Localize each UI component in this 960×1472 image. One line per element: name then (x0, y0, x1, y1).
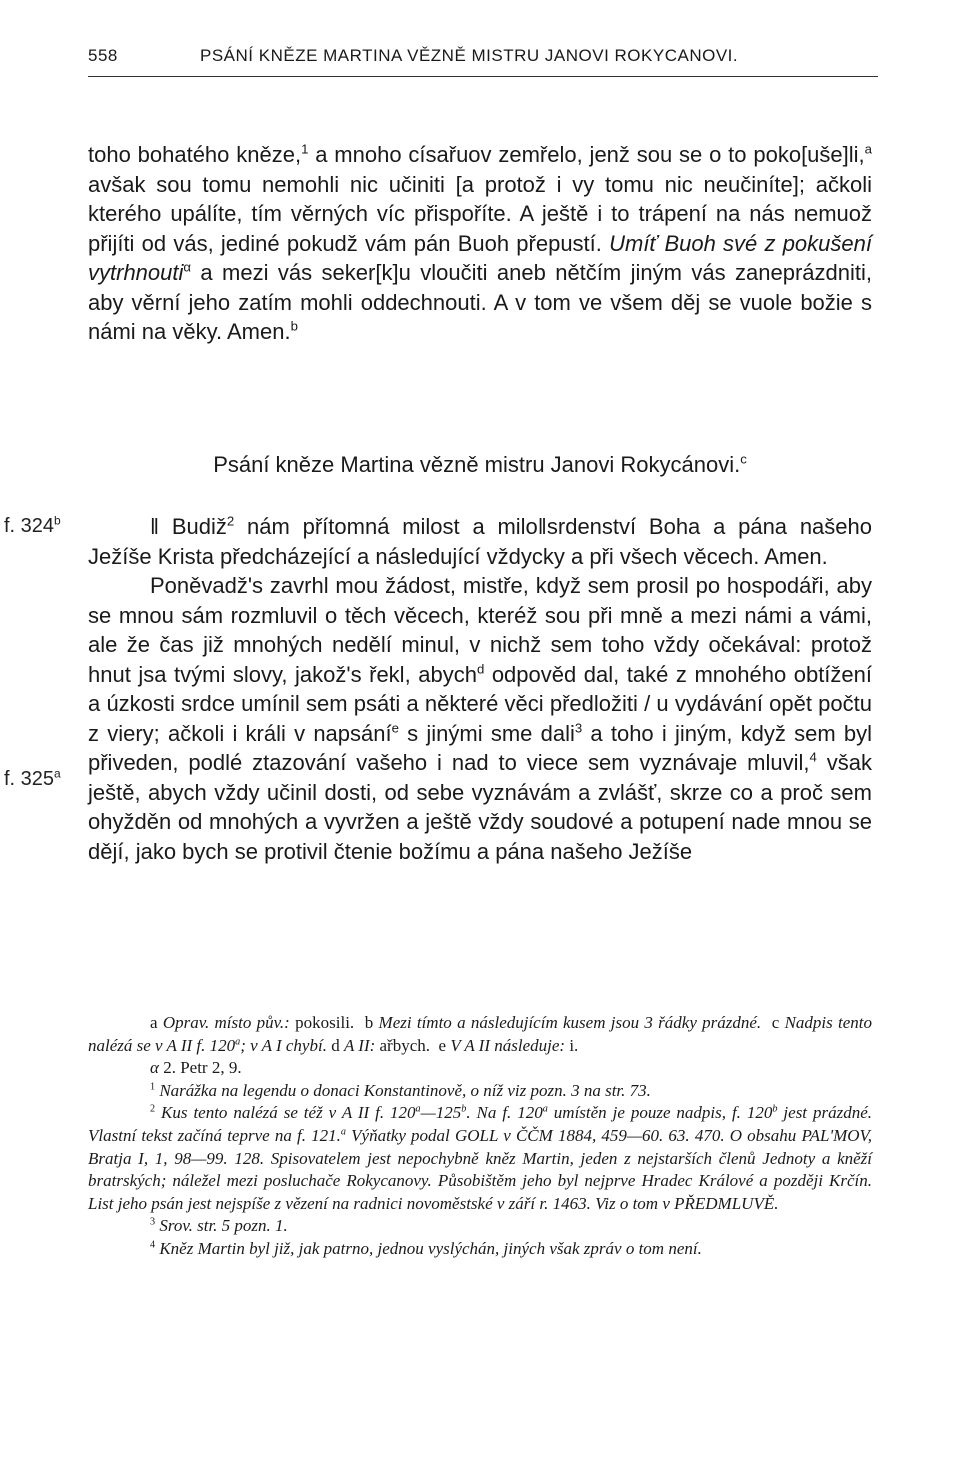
footnote-mark: d (331, 1035, 340, 1055)
footnote-label: Oprav. místo pův.: (162, 1013, 290, 1032)
footnote-ref: a (864, 141, 872, 157)
section-title (88, 452, 872, 478)
letter-paragraph (88, 571, 872, 866)
footnote-mark: α (150, 1058, 159, 1078)
text-run: však ještě, abych vždy učinil dosti, od sebe vyznávám a zvlášť, skrze co a proč sem ohyžděn od mnohých a vyvržen a ještě vždy soudové a potupení nade mnou se dějí, jako bych se protivil čtenie božímu a pána našeho Ježíše (88, 750, 872, 864)
footnote-1 (88, 1080, 872, 1103)
footnote-label: V A II následuje: (450, 1035, 566, 1055)
italic-quote: Umíť Buoh své z pokušení vytrhnouti (88, 230, 872, 285)
footnote-label: A II: (343, 1035, 376, 1055)
text-run: a mnoho císařuov zemřelo, jenž sou se o to poko[uše]li, (308, 142, 865, 167)
footnote-text: pokosili. (289, 1013, 355, 1032)
letter-paragraph (88, 512, 872, 571)
footnote-sup: a (235, 1035, 241, 1047)
margin-note-folio (4, 515, 61, 538)
critical-apparatus (88, 1012, 872, 1057)
text-run: ‖ Budiž (150, 514, 227, 539)
footnote-mark: a (150, 1013, 158, 1032)
text-run: jest prázdné. Vlastní tekst začíná teprve na f. 121. (88, 1103, 873, 1145)
footnote-ref: d (476, 661, 485, 677)
text-run: . Na f. 120 (466, 1103, 543, 1123)
section-title-text: Psání kněze Martina vězně mistru Janovi Rokycánovi. (213, 452, 741, 477)
footnote-ref: b (290, 318, 298, 334)
text-run: avšak sou tomu nemohli nic učiniti [a protož i vy tomu nic neučiníte]; ačkoli kterého upálíte, tím věrných víc přispoříte. A ještě i to trápení na nás nemuož přijíti od vás, jediné pokudž vám pán Buoh přepustí. (88, 171, 872, 256)
footnote-4 (88, 1238, 872, 1261)
footnote-text: ařbych. (375, 1035, 431, 1055)
footnote-ref: 4 (809, 749, 817, 765)
footnote-ref: e (391, 720, 399, 736)
footnotes (88, 1012, 872, 1261)
footnote-sup: b (461, 1103, 467, 1115)
folio-sup: b (54, 513, 61, 528)
footnote-ref: 2 (226, 513, 235, 529)
footnote-2 (88, 1102, 872, 1215)
footnote-sup: b (772, 1103, 778, 1115)
text-run: nám přítomná milost a milo‖srdenství Boha a pána našeho Ježíše Krista předcházející a následující vždycky a při všech věcech. Amen. (88, 514, 872, 569)
header-rule (88, 76, 878, 77)
text-run: s jinými sme dali (398, 720, 575, 746)
text-run: toho bohatého kněze, (88, 142, 302, 167)
footnote-text: Narážka na legendu o donaci Konstantinově, o níž viz pozn. 3 na str. 73. (159, 1080, 651, 1100)
page-header (88, 46, 878, 76)
footnote-sup: a (340, 1126, 346, 1138)
footnote-ref: c (740, 451, 747, 467)
footnote-text: Mezi tímto a následujícím kusem jsou 3 řádky prázdné. (378, 1013, 762, 1032)
text-run: —125 (420, 1103, 462, 1123)
running-title: PSÁNÍ KNĚZE MARTINA VĚZNĚ MISTRU JANOVI ROKYCANOVI. (200, 46, 739, 65)
text-run: odpověd dal, také z mnohého obtížení a úzkosti srdce umínil sem psáti a některé věci předložiti / u vydávání opět počtu z viery; ačkoli i králi v napsání (88, 661, 873, 746)
text-run: ; v A I chybí. (240, 1035, 327, 1055)
text-run: Kus tento nalézá se též v A II f. 120 (161, 1103, 416, 1123)
footnote-mark: e (438, 1035, 447, 1055)
top-paragraph (88, 140, 872, 347)
footnote-mark: 4 (150, 1239, 156, 1251)
footnote-mark: 3 (150, 1216, 156, 1228)
footnote-text: Srov. str. 5 pozn. 1. (159, 1216, 288, 1236)
text-run: a mezi vás seker[k]u vloučiti aneb nětčím jiným vás zaneprázdniti, aby věrní jeho zatím mohli oddechnouti. A v tom ve všem děj se vuole božie s námi na věky. Amen. (88, 260, 872, 344)
footnote-text (88, 1103, 872, 1212)
letter-body (88, 512, 872, 866)
footnote-text: Kněz Martin byl již, jak patrno, jednou vyslýchán, jiných však zpráv o tom není. (159, 1238, 702, 1258)
margin-note-folio (4, 768, 61, 791)
footnote-sup: a (415, 1103, 421, 1115)
footnote-ref: 1 (301, 141, 309, 157)
text-run: Poněvadž's zavrhl mou žádost, mistře, když sem prosil po hospodáři, aby se mnou sám rozmluvil o těch věcech, kteréž sou při mně a mezi námi a vámi, ale že čas již mnohých nedělí minul, v nichž sem toho vždy očekával: protož hnut jsa tvými slovy, jakož's řekl, abych (88, 573, 872, 687)
footnote-text: 2. Petr 2, 9. (158, 1058, 242, 1078)
footnote-ref: α (183, 259, 192, 275)
text-run: Výňatky podal GOLL v ČČM 1884, 459—60. 63. 470. O obsahu PAL'MOV, Bratja I, 1, 98—99. 128. Spisovatelem jest nepochybně kněz Martin, jeden z nejstarších členů Jednoty a kněží bratrských; náležel mezi posluchače Rokycanovy. Působištěm jeho byl nejprve Hradec Králové a později Krčín. List jeho psán jest nejspíše z vězení na radnici novoměstské v září r. 1463. Viz o tom v PŘEDMLUVĚ. (88, 1125, 872, 1213)
footnote-mark: b (364, 1013, 374, 1032)
footnote-mark: 1 (150, 1081, 156, 1093)
text-run: a toho i jiným, když sem byl přiveden, podlé ztazování vašeho i nad to viece sem vyznávaje mluvil, (88, 720, 872, 775)
folio-label: f. 324 (4, 515, 55, 537)
footnote-mark: c (771, 1013, 780, 1032)
text-run: umístěn je pouze nadpis, f. 120 (547, 1103, 773, 1123)
folio-sup: a (54, 766, 61, 781)
page-number: 558 (88, 46, 118, 65)
text-run: Nadpis tento nalézá se v A II f. 120 (88, 1013, 873, 1055)
footnote-ref: 3 (574, 720, 583, 736)
footnote-3 (88, 1215, 872, 1238)
folio-label: f. 325 (4, 768, 55, 790)
footnote-alpha (88, 1057, 872, 1080)
footnote-text: i. (565, 1035, 579, 1055)
top-paragraph-text (88, 140, 872, 347)
footnote-sup: a (542, 1103, 548, 1115)
footnote-mark: 2 (150, 1103, 156, 1115)
